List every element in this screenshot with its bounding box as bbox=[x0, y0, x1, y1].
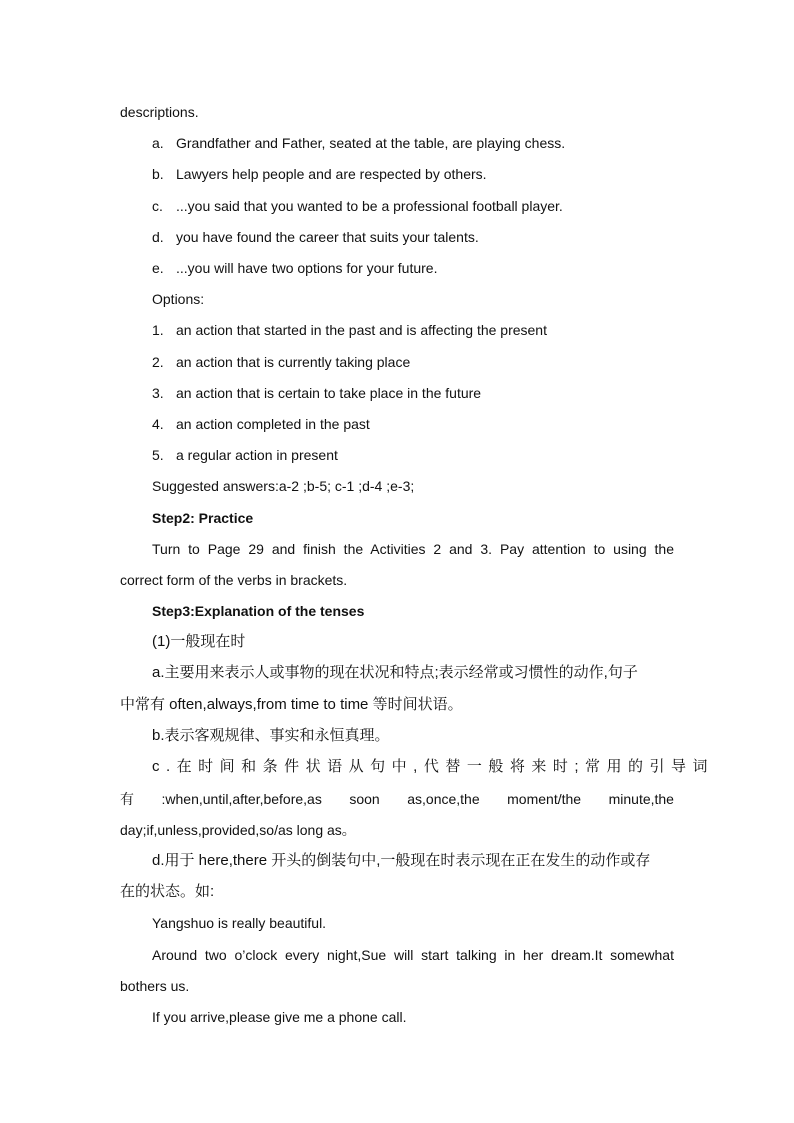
point-d-line2: 在的状态。如: bbox=[120, 883, 215, 900]
step3-heading: Step3:Explanation of the tenses bbox=[152, 603, 365, 619]
point-c-word: soon bbox=[349, 791, 380, 807]
point-c-word: as,once,the bbox=[407, 791, 480, 807]
point-a-line1: a.主要用来表示人或事物的现在状况和特点;表示经常或习惯性的动作,句子 bbox=[152, 664, 638, 681]
options-label: Options: bbox=[152, 291, 205, 307]
option-marker: 5. bbox=[152, 447, 164, 463]
option-marker: 4. bbox=[152, 416, 164, 432]
option-text: a regular action in present bbox=[176, 447, 338, 463]
tense-heading: (1)一般现在时 bbox=[152, 633, 246, 650]
option-marker: 1. bbox=[152, 322, 164, 338]
point-c-word: :when,until,after,before,as bbox=[161, 791, 322, 807]
description-text: ...you said that you wanted to be a professional football player. bbox=[176, 198, 563, 214]
point-c-word: moment/the bbox=[507, 791, 582, 807]
step2-heading: Step2: Practice bbox=[152, 510, 254, 526]
description-text: ...you will have two options for your future. bbox=[176, 260, 438, 276]
example-3: If you arrive,please give me a phone call. bbox=[152, 1009, 407, 1025]
description-text: Grandfather and Father, seated at the table, are playing chess. bbox=[176, 135, 566, 151]
description-marker: c. bbox=[152, 198, 163, 214]
description-marker: a. bbox=[152, 135, 164, 151]
description-marker: d. bbox=[152, 229, 164, 245]
point-c-word: minute,the bbox=[608, 791, 674, 807]
example-2-line2: bothers us. bbox=[120, 978, 190, 994]
option-marker: 2. bbox=[152, 354, 164, 370]
point-a-line2: 中常有 often,always,from time to time 等时间状语。 bbox=[120, 696, 463, 713]
option-text: an action that is certain to take place in the future bbox=[176, 385, 482, 401]
intro-tail: descriptions. bbox=[120, 104, 199, 120]
point-c-line1: c.在时间和条件状语从句中,代替一般将来时;常用的引导词 bbox=[152, 758, 715, 775]
point-c-line2 bbox=[120, 790, 674, 808]
option-marker: 3. bbox=[152, 385, 164, 401]
description-text: you have found the career that suits your talents. bbox=[176, 229, 479, 245]
step2-paragraph-line1: Turn to Page 29 and finish the Activities 2 and 3. Pay attention to using the bbox=[152, 541, 674, 557]
point-b: b.表示客观规律、事实和永恒真理。 bbox=[152, 727, 390, 744]
point-c-line3: day;if,unless,provided,so/as long as。 bbox=[120, 822, 356, 838]
point-c-word: 有 bbox=[120, 791, 134, 807]
option-text: an action that started in the past and is affecting the present bbox=[176, 322, 547, 338]
description-text: Lawyers help people and are respected by others. bbox=[176, 166, 487, 182]
step2-paragraph-line2: correct form of the verbs in brackets. bbox=[120, 572, 348, 588]
option-text: an action that is currently taking place bbox=[176, 354, 411, 370]
point-d-line1: d.用于 here,there 开头的倒装句中,一般现在时表示现在正在发生的动作或存 bbox=[152, 852, 651, 869]
suggested-answers: Suggested answers:a-2 ;b-5; c-1 ;d-4 ;e-3; bbox=[152, 478, 415, 494]
option-text: an action completed in the past bbox=[176, 416, 370, 432]
description-marker: b. bbox=[152, 166, 164, 182]
description-marker: e. bbox=[152, 260, 164, 276]
example-1: Yangshuo is really beautiful. bbox=[152, 915, 327, 931]
example-2-line1: Around two o’clock every night,Sue will start talking in her dream.It somewhat bbox=[152, 947, 674, 963]
